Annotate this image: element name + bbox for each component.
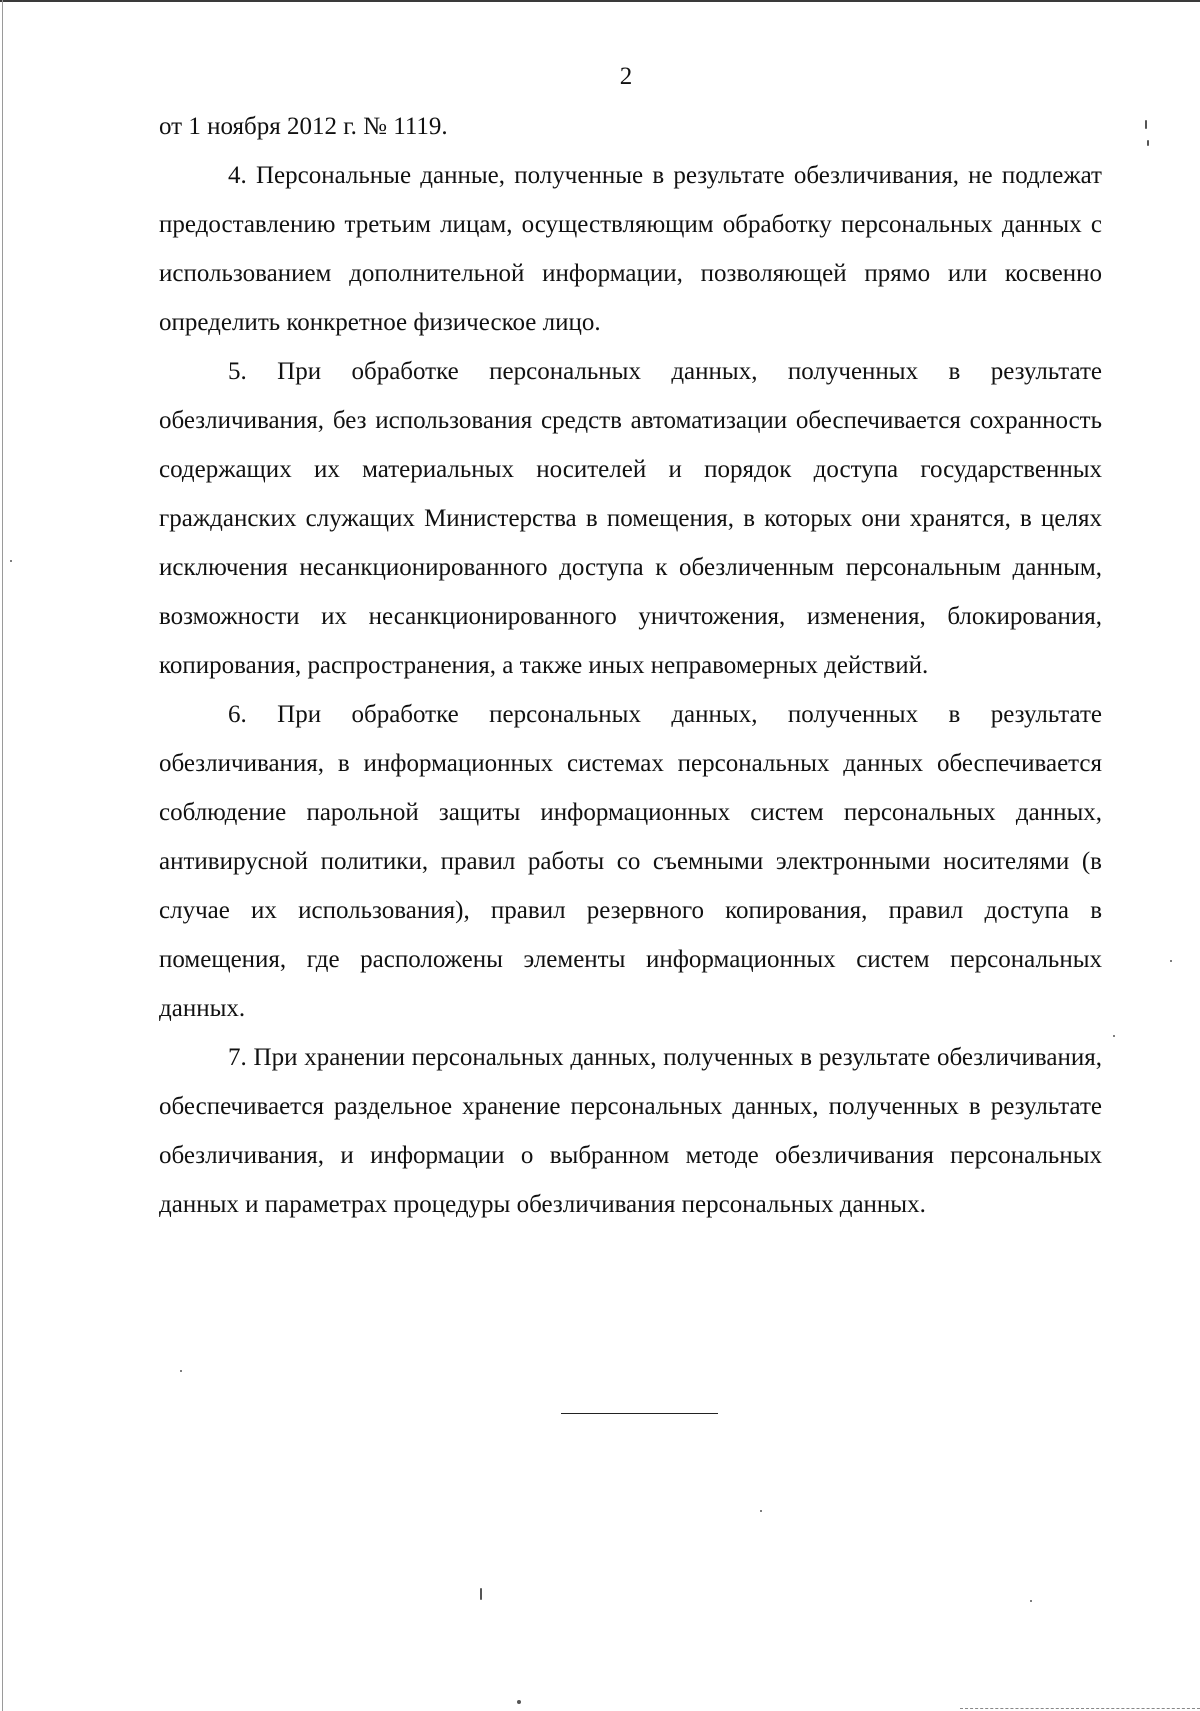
scan-speck xyxy=(1170,960,1172,962)
end-separator-rule xyxy=(561,1413,718,1414)
scan-speck xyxy=(1145,120,1147,129)
paragraph-4: 4. Персональные данные, полученные в результате обезличивания, не подлежат предоставлению третьим лицам, осуществляющим обработку персональных данных с использованием дополнительной информации, позволяющей прямо или косвенно определить конкретное физическое лицо. xyxy=(159,162,1102,336)
scan-speck xyxy=(10,560,12,562)
scan-speck xyxy=(760,1510,762,1512)
scan-edge-top xyxy=(0,0,1200,2)
scan-edge-bottom xyxy=(960,1708,1200,1709)
paragraph-6: 6. При обработке персональных данных, полученных в результате обезличивания, в информационных системах персональных данных обеспечивается соблюдение парольной защиты информационных систем персональных данных, антивирусной политики, правил работы со съемными электронными носителями (в случае их использования), правил резервного копирования, правил доступа в помещения, где расположены элементы информационных систем персональных данных. xyxy=(159,701,1102,1022)
scan-speck xyxy=(180,1370,182,1372)
scan-speck xyxy=(517,1700,521,1704)
continuation-line: от 1 ноября 2012 г. № 1119. xyxy=(159,113,448,140)
document-body xyxy=(159,102,1102,1229)
scan-edge-left xyxy=(2,0,3,1711)
scan-speck xyxy=(1147,140,1149,146)
page-number: 2 xyxy=(619,63,633,90)
paragraph-7: 7. При хранении персональных данных, полученных в результате обезличивания, обеспечивается раздельное хранение персональных данных, полученных в результате обезличивания, и информации о выбранном методе обезличивания персональных данных и параметрах процедуры обезличивания персональных данных. xyxy=(159,1044,1102,1218)
paragraph-5: 5. При обработке персональных данных, полученных в результате обезличивания, без использования средств автоматизации обеспечивается сохранность содержащих их материальных носителей и порядок доступа государственных гражданских служащих Министерства в помещения, в которых они хранятся, в целях исключения несанкционированного доступа к обезличенным персональным данным, возможности их несанкционированного уничтожения, изменения, блокирования, копирования, распространения, а также иных неправомерных действий. xyxy=(159,358,1102,679)
scan-speck xyxy=(480,1588,482,1600)
scan-speck xyxy=(1113,1035,1115,1037)
scan-speck xyxy=(1030,1600,1032,1602)
